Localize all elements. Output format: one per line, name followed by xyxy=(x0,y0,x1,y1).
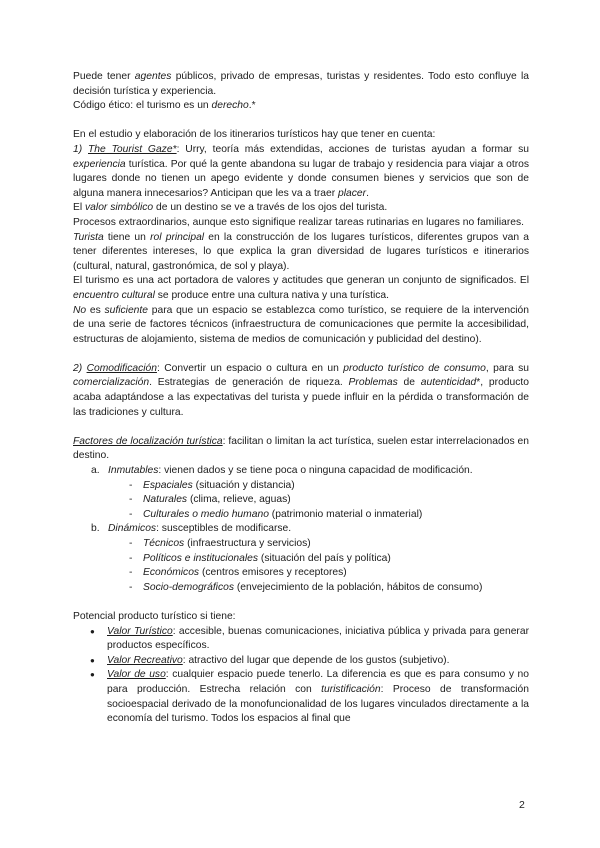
bullet-item-use-value: ● Valor de uso: cualquier espacio puede tenerlo. La diferencia es que es para consumo y no para producción. Estrecha relación con turistificación: Proceso de transformación socioespacial derivado de la monofuncionalidad de los lugares vinculados directamente a la economía del turismo. Todos los espacios al final que xyxy=(90,669,529,725)
dash-marker: - xyxy=(129,508,133,520)
sub-item-cultural: - Culturales o medio humano (patrimonio material o inmaterial) xyxy=(143,508,529,523)
list-marker: b. xyxy=(91,523,100,535)
symbolic-value-paragraph: El valor simbólico de un destino se ve a través de los ojos del turista. xyxy=(73,202,388,214)
location-factors-heading: Factores de localización turística xyxy=(73,435,223,447)
bullet-icon: ● xyxy=(90,626,95,636)
list-marker: a. xyxy=(91,465,100,477)
potential-product-list xyxy=(73,625,529,727)
dash-marker: - xyxy=(129,581,133,593)
sub-item-natural: - Naturales (clima, relieve, aguas) xyxy=(143,493,529,508)
technical-factors-paragraph: No es suficiente para que un espacio se establezca como turístico, se requiere de la intervención de una serie de factores técnicos (infraestructura de comunicaciones que permite la accesibilidad, estructuras de alojamiento, sistema de medios de comunicación y publicidad del destino). xyxy=(73,304,529,345)
ethics-paragraph: Código ético: el turismo es un derecho.* xyxy=(73,100,256,112)
document-page xyxy=(73,70,529,727)
list-item-immutable: a. Inmutables: vienen dados y se tiene poca o ninguna capacidad de modificación. xyxy=(108,464,529,479)
itineraries-lead: En el estudio y elaboración de los itinerarios turísticos hay que tener en cuenta: xyxy=(73,129,436,141)
potential-product-lead: Potencial producto turístico si tiene: xyxy=(73,610,236,622)
cultural-encounter-paragraph: El turismo es una act portadora de valores y actitudes que generan un conjunto de significados. El encuentro cultural se produce entre una cultura nativa y una turística. xyxy=(73,275,529,301)
tourist-role-paragraph: Turista tiene un rol principal en la construcción de los lugares turísticos, diferentes grupos van a tener diferentes intereses, lo que explica la gran diversidad de lugares turísticos e itinerarios (cultural, natural, gastronómica, de sol y playa). xyxy=(73,231,529,272)
extraordinary-processes-paragraph: Procesos extraordinarios, aunque esto signifique realizar tareas rutinarias en lugares no familiares. xyxy=(73,216,525,228)
dash-marker: - xyxy=(129,494,133,506)
sub-item-technical: - Técnicos (infraestructura y servicios) xyxy=(143,537,529,552)
bullet-icon: ● xyxy=(90,655,95,665)
sub-item-economic: - Económicos (centros emisores y receptores) xyxy=(143,566,529,581)
dash-marker: - xyxy=(129,567,133,579)
list-item-dynamic: b. Dinámicos: susceptibles de modificarse. xyxy=(108,522,529,537)
commodification-heading: Comodificación xyxy=(86,362,157,374)
bullet-item-recreational-value: ● Valor Recreativo: atractivo del lugar que depende de los gustos (subjetivo). xyxy=(107,654,529,669)
bullet-item-tourist-value: ● Valor Turístico: accesible, buenas comunicaciones, iniciativa pública y privada para generar productos específicos. xyxy=(90,625,530,652)
dash-marker: - xyxy=(129,538,133,549)
sub-item-spatial: - Espaciales (situación y distancia) xyxy=(143,479,529,494)
tourist-gaze-paragraph: 1) The Tourist Gaze*: Urry, teoría más extendidas, acciones de turistas ayudan a formar su experiencia turística. Por qué la gente abandona su lugar de trabajo y residencia para viajar a otros lugares donde no tienen un apego evidente y donde consumen bienes y servicios que son de alguna manera innecesarios? Anticipan que les va a traer placer. xyxy=(73,143,529,199)
sub-item-sociodemographic: - Socio-demográficos (envejecimiento de la población, hábitos de consumo) xyxy=(143,581,529,596)
bullet-icon: ● xyxy=(90,670,95,680)
tourist-gaze-heading: The Tourist Gaze* xyxy=(88,143,177,155)
commodification-paragraph: 2) Comodificación: Convertir un espacio o cultura en un producto turístico de consumo, para su comercialización. Estrategias de generación de riqueza. Problemas de autenticidad*, producto acaba adaptándose a las expectativas del turista y puede influir en la pérdida o transformación de las tradiciones y cultura. xyxy=(73,362,529,418)
dash-marker: - xyxy=(129,479,133,491)
dash-marker: - xyxy=(129,552,133,564)
sub-item-political: - Políticos e institucionales (situación del país y política) xyxy=(143,552,529,567)
location-factors-paragraph: Factores de localización turística: facilitan o limitan la act turística, suelen estar interrelacionados en destino. xyxy=(73,435,529,462)
page-number: 2 xyxy=(519,799,525,811)
intro-paragraph: Puede tener agentes públicos, privado de empresas, turistas y residentes. Todo esto confluye la decisión turística y experiencia. xyxy=(73,71,529,97)
